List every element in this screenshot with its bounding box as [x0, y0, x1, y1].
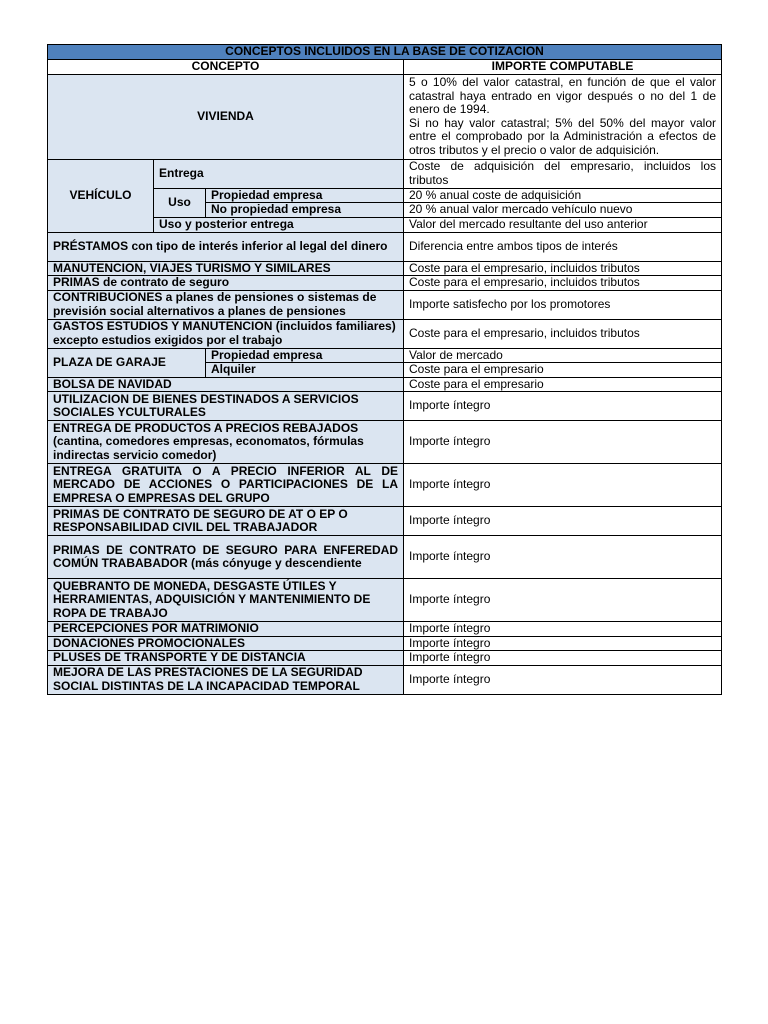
- value-cell: Importe íntegro: [404, 665, 722, 694]
- garaje-propiedad-value: Valor de mercado: [404, 348, 722, 363]
- concept-cell: BOLSA DE NAVIDAD: [48, 377, 404, 392]
- vehiculo-label: VEHÍCULO: [48, 159, 154, 232]
- table-row: [48, 579, 722, 622]
- vehiculo-uso-label: Uso: [154, 188, 206, 217]
- concept-cell: PLUSES DE TRANSPORTE Y DE DISTANCIA: [48, 651, 404, 666]
- value-cell: Coste para el empresario: [404, 377, 722, 392]
- title-row: [48, 45, 722, 60]
- vivienda-value: [404, 74, 722, 159]
- garaje-alquiler-label: Alquiler: [206, 363, 404, 378]
- concept-cell: PRIMAS de contrato de seguro: [48, 276, 404, 291]
- concept-cell: ENTREGA DE PRODUCTOS A PRECIOS REBAJADOS (cantina, comedores empresas, economatos, fórmulas indirectas servicio comedor): [48, 421, 404, 464]
- value-cell: Importe satisfecho por los promotores: [404, 290, 722, 319]
- table-row: [48, 622, 722, 637]
- value-cell: Importe íntegro: [404, 536, 722, 579]
- vehiculo-no-propiedad-label: No propiedad empresa: [206, 203, 404, 218]
- garaje-propiedad-row: [48, 348, 722, 363]
- concept-cell: UTILIZACION DE BIENES DESTINADOS A SERVICIOS SOCIALES YCULTURALES: [48, 392, 404, 421]
- vivienda-row: [48, 74, 722, 159]
- table-title: CONCEPTOS INCLUIDOS EN LA BASE DE COTIZACION: [48, 45, 722, 60]
- header-row: [48, 59, 722, 74]
- table-row: [48, 507, 722, 536]
- concept-cell: CONTRIBUCIONES a planes de pensiones o sistemas de previsión social alternativos a planes de pensiones: [48, 290, 404, 319]
- value-cell: Coste para el empresario, incluidos tributos: [404, 261, 722, 276]
- header-concepto: CONCEPTO: [48, 59, 404, 74]
- concept-cell: GASTOS ESTUDIOS Y MANUTENCION (incluidos familiares) excepto estudios exigidos por el trabajo: [48, 319, 404, 348]
- value-cell: Importe íntegro: [404, 636, 722, 651]
- vehiculo-propiedad-value: 20 % anual coste de adquisición: [404, 188, 722, 203]
- vehiculo-entrega-label: Entrega: [154, 159, 404, 188]
- table-row: [48, 536, 722, 579]
- table-row: [48, 651, 722, 666]
- table-row: [48, 421, 722, 464]
- value-cell: Importe íntegro: [404, 622, 722, 637]
- header-importe: IMPORTE COMPUTABLE: [404, 59, 722, 74]
- table-row: [48, 464, 722, 507]
- garaje-alquiler-value: Coste para el empresario: [404, 363, 722, 378]
- concept-cell: PRIMAS DE CONTRATO DE SEGURO DE AT O EP O RESPONSABILIDAD CIVIL DEL TRABAJADOR: [48, 507, 404, 536]
- table-row: [48, 276, 722, 291]
- table-row: [48, 290, 722, 319]
- concept-cell: MANUTENCION, VIAJES TURISMO Y SIMILARES: [48, 261, 404, 276]
- garaje-propiedad-label: Propiedad empresa: [206, 348, 404, 363]
- value-cell: Importe íntegro: [404, 392, 722, 421]
- vivienda-label: VIVIENDA: [48, 74, 404, 159]
- value-cell: Importe íntegro: [404, 507, 722, 536]
- concept-cell: MEJORA DE LAS PRESTACIONES DE LA SEGURIDAD SOCIAL DISTINTAS DE LA INCAPACIDAD TEMPORAL: [48, 665, 404, 694]
- concept-cell: PRIMAS DE CONTRATO DE SEGURO PARA ENFEREDAD COMÚN TRABABADOR (más cónyuge y descendiente: [48, 536, 404, 579]
- vehiculo-entrega-row: [48, 159, 722, 188]
- vehiculo-entrega-value: Coste de adquisición del empresario, incluidos los tributos: [404, 159, 722, 188]
- cotizacion-table: [47, 44, 722, 695]
- value-cell: Diferencia entre ambos tipos de interés: [404, 232, 722, 261]
- value-cell: Importe íntegro: [404, 651, 722, 666]
- vivienda-value-line2: Si no hay valor catastral; 5% del 50% del mayor valor entre el comprobado por la Administración a efectos de otros tributos y el precio o valor de adquisición.: [409, 115, 716, 157]
- table-row: [48, 232, 722, 261]
- table-row: [48, 665, 722, 694]
- vehiculo-uso-posterior-label: Uso y posterior entrega: [154, 217, 404, 232]
- table-row: [48, 636, 722, 651]
- concept-cell: PERCEPCIONES POR MATRIMONIO: [48, 622, 404, 637]
- value-cell: Coste para el empresario, incluidos tributos: [404, 319, 722, 348]
- value-cell: Importe íntegro: [404, 464, 722, 507]
- table-row: [48, 377, 722, 392]
- value-cell: Coste para el empresario, incluidos tributos: [404, 276, 722, 291]
- concept-cell: QUEBRANTO DE MONEDA, DESGASTE ÚTILES Y HERRAMIENTAS, ADQUISICIÓN Y MANTENIMIENTO DE ROPA DE TRABAJO: [48, 579, 404, 622]
- table-row: [48, 392, 722, 421]
- concept-cell: DONACIONES PROMOCIONALES: [48, 636, 404, 651]
- vehiculo-no-propiedad-value: 20 % anual valor mercado vehículo nuevo: [404, 203, 722, 218]
- concept-cell: PRÉSTAMOS con tipo de interés inferior al legal del dinero: [48, 232, 404, 261]
- concept-cell: ENTREGA GRATUITA O A PRECIO INFERIOR AL DE MERCADO DE ACCIONES O PARTICIPACIONES DE LA EMPRESA O EMPRESAS DEL GRUPO: [48, 464, 404, 507]
- garaje-label: PLAZA DE GARAJE: [48, 348, 206, 377]
- vivienda-value-line1: 5 o 10% del valor catastral, en función de que el valor catastral haya entrado en vigor después o no del 1 de enero de 1994.: [409, 75, 716, 116]
- vehiculo-propiedad-label: Propiedad empresa: [206, 188, 404, 203]
- value-cell: Importe íntegro: [404, 579, 722, 622]
- vehiculo-uso-posterior-value: Valor del mercado resultante del uso anterior: [404, 217, 722, 232]
- table-row: [48, 261, 722, 276]
- table-row: [48, 319, 722, 348]
- value-cell: Importe íntegro: [404, 421, 722, 464]
